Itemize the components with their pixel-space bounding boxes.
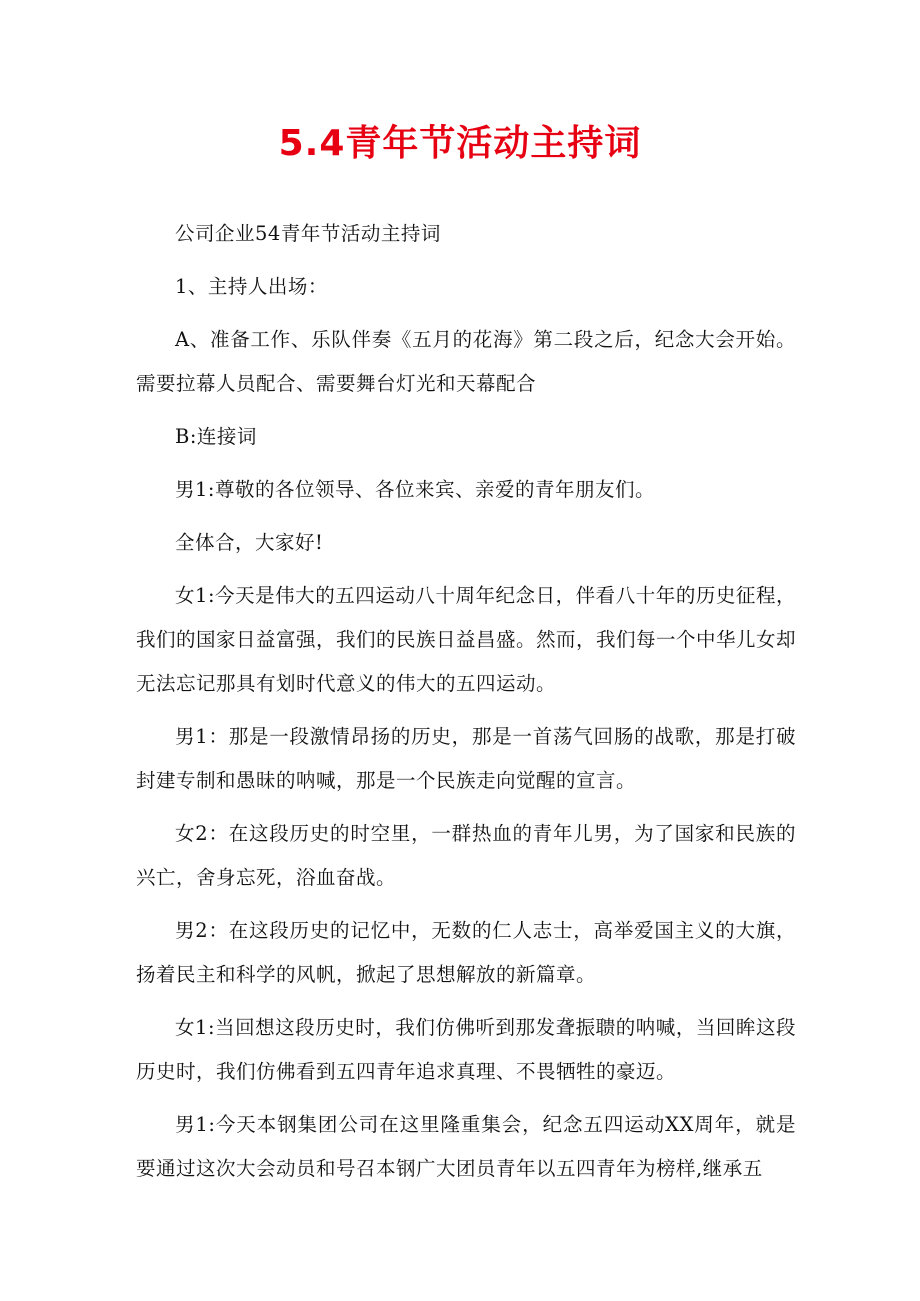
paragraph-all-together: 全体合，大家好! <box>175 531 324 554</box>
paragraph-female1-a: 女1:今天是伟大的五四运动八十周年纪念日，伴看八十年的历史征程，我们的国家日益富强，我们的民族日益昌盛。然而，我们每一个中华儿女却无法忘记那具有划时代意义的伟大的五四运动。 <box>136 584 797 695</box>
paragraph-female2: 女2：在这段历史的时空里，一群热血的青年儿男，为了国家和民族的兴亡，舍身忘死，浴血奋战。 <box>136 822 796 889</box>
paragraph-heading: 公司企业54青年节活动主持词 <box>175 222 441 245</box>
paragraph-connector: B:连接词 <box>175 425 257 448</box>
paragraph-female1-b: 女1:当回想这段历史时，我们仿佛听到那发聋振聩的呐喊，当回眸这段历史时，我们仿佛看到五四青年追求真理、不畏牺牲的豪迈。 <box>136 1016 796 1083</box>
document-body <box>136 212 796 1200</box>
paragraph-male2: 男2：在这段历史的记忆中，无数的仁人志士，高举爱国主义的大旗，扬着民主和科学的风帆，掀起了思想解放的新篇章。 <box>136 919 796 986</box>
paragraph-greeting: 男1:尊敬的各位领导、各位来宾、亲爱的青年朋友们。 <box>175 478 655 501</box>
paragraph-host-entrance: 1、主持人出场： <box>175 275 328 298</box>
paragraph-male1-b: 男1:今天本钢集团公司在这里隆重集会，纪念五四运动XX周年，就是要通过这次大会动员和号召本钢广大团员青年以五四青年为榜样,继承五 <box>136 1113 796 1180</box>
paragraph-male1-a: 男1：那是一段激情昂扬的历史，那是一首荡气回肠的战歌，那是打破封建专制和愚昧的呐喊，那是一个民族走向觉醒的宣言。 <box>136 725 796 792</box>
page-title: 5.4青年节活动主持词 <box>278 123 642 164</box>
paragraph-preparation: A、准备工作、乐队伴奏《五月的花海》第二段之后，纪念大会开始。需要拉幕人员配合、需要舞台灯光和天幕配合 <box>136 328 796 395</box>
